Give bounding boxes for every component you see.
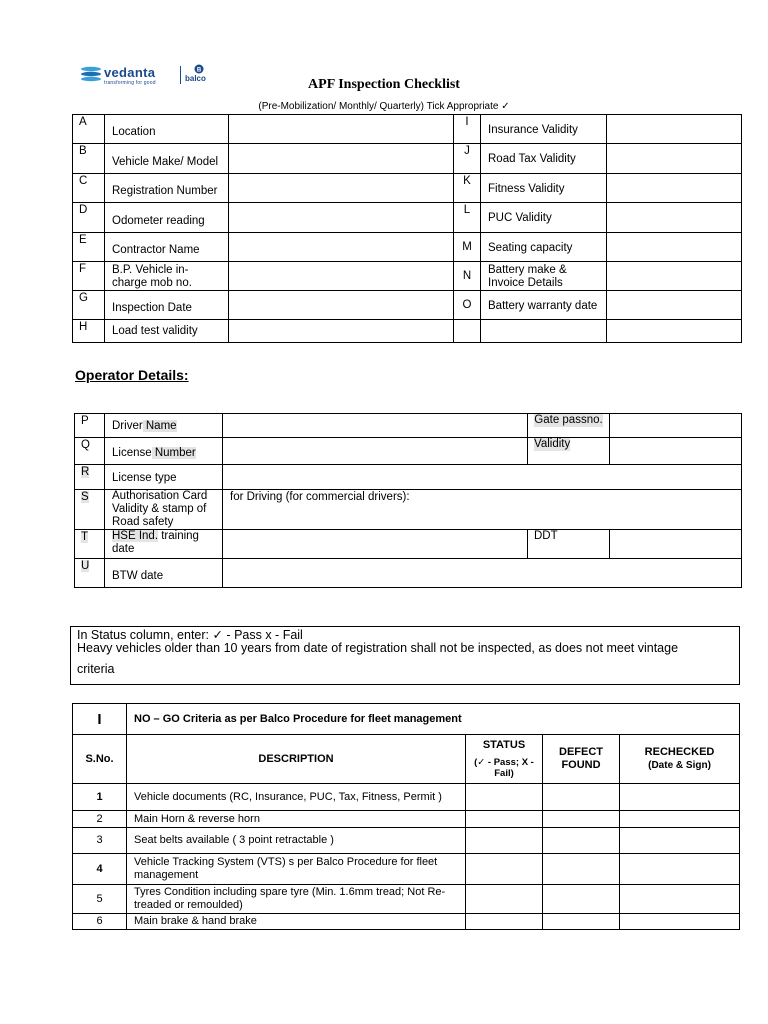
checklist-defect[interactable] (543, 885, 620, 914)
row-label-left (105, 320, 229, 343)
checklist-description: Tyres Condition including spare tyre (Min. 1.6mm tread; Not Re-treaded or remoulded) (127, 885, 466, 914)
operator-details-heading: Operator Details: (75, 367, 189, 383)
operator-value[interactable] (223, 438, 528, 465)
balco-logo-icon (192, 64, 206, 74)
row-label-right-text: Road Tax Validity (488, 153, 576, 165)
operator-details-table (74, 413, 742, 588)
operator-letter-text: T (81, 531, 89, 543)
operator-right-label (528, 438, 610, 465)
row-letter-left: D (73, 203, 105, 233)
checklist-rechecked[interactable] (620, 914, 740, 930)
row-label-left-text: Load test validity (112, 325, 198, 337)
operator-label-line (112, 570, 222, 583)
operator-value[interactable] (223, 559, 742, 588)
row-letter-left: G (73, 291, 105, 320)
logo-partner: balco (185, 74, 206, 83)
row-letter-right: J (454, 144, 481, 174)
row-letter-left: B (73, 144, 105, 174)
checklist-description: Main Horn & reverse horn (127, 811, 466, 828)
row-value-left[interactable] (229, 233, 454, 262)
row-label-right-text: Seating capacity (488, 241, 573, 254)
header-status-sub: (✓ - Pass; X - Fail) (474, 757, 534, 779)
vehicle-row (73, 174, 742, 203)
row-label-left (105, 115, 229, 144)
row-value-right[interactable] (607, 233, 742, 262)
operator-label-line (112, 490, 222, 503)
row-label-right (481, 262, 607, 291)
row-value-right[interactable] (607, 320, 742, 343)
checklist-status[interactable] (466, 854, 543, 885)
operator-label-text-b: Number (151, 447, 196, 459)
checklist-row (73, 784, 740, 811)
operator-value[interactable] (223, 465, 742, 490)
operator-label (105, 530, 223, 559)
checklist-status[interactable] (466, 914, 543, 930)
note-line-3: criteria (77, 662, 115, 676)
row-label-left-text: B.P. Vehicle in- (112, 264, 189, 276)
row-label-left-text: Contractor Name (112, 244, 200, 256)
checklist-row (73, 885, 740, 914)
row-value-left[interactable] (229, 115, 454, 144)
operator-label-text-b: training (158, 530, 199, 542)
row-label-right (481, 144, 607, 174)
operator-letter (75, 530, 105, 559)
header-rechecked-sub: (Date & Sign) (648, 760, 711, 771)
operator-right-label-text2: no. (586, 414, 603, 426)
vehicle-details-table (72, 114, 742, 343)
checklist-description: Seat belts available ( 3 point retractable ) (127, 828, 466, 854)
operator-letter (75, 438, 105, 465)
operator-letter (75, 414, 105, 438)
row-letter-left: C (73, 174, 105, 203)
row-label-right (481, 320, 607, 343)
row-value-left[interactable] (229, 203, 454, 233)
logo-tagline: transforming for good (104, 80, 156, 86)
checklist-defect[interactable] (543, 828, 620, 854)
checklist-rechecked[interactable] (620, 885, 740, 914)
operator-row (75, 465, 742, 490)
operator-label-line (112, 420, 222, 433)
vehicle-row (73, 233, 742, 262)
checklist-sno: 6 (73, 914, 127, 930)
checklist-description: Vehicle documents (RC, Insurance, PUC, Tax, Fitness, Permit ) (127, 784, 466, 811)
row-label-left (105, 174, 229, 203)
row-letter-right: L (454, 203, 481, 233)
row-letter-left: A (73, 115, 105, 144)
operator-label-text: HSE Ind. (112, 530, 159, 542)
operator-letter (75, 465, 105, 490)
checklist-status[interactable] (466, 811, 543, 828)
row-value-left[interactable] (229, 320, 454, 343)
checklist-sno: 3 (73, 828, 127, 854)
operator-row (75, 490, 742, 530)
checklist-defect[interactable] (543, 811, 620, 828)
row-value-right[interactable] (607, 115, 742, 144)
operator-label (105, 414, 223, 438)
row-label-right (481, 115, 607, 144)
checklist-status[interactable] (466, 885, 543, 914)
vehicle-row (73, 320, 742, 343)
operator-label-text: License type (112, 472, 177, 484)
operator-row (75, 438, 742, 465)
status-note-box (70, 626, 740, 685)
operator-right-label-text: Gate pass (534, 414, 587, 426)
row-letter-right: I (454, 115, 481, 144)
row-value-left[interactable] (229, 174, 454, 203)
row-label-left (105, 291, 229, 320)
operator-letter (75, 490, 105, 530)
note-line-2: Heavy vehicles older than 10 years from date of registration shall not be inspected, as does not meet vintage (77, 641, 679, 655)
operator-row (75, 530, 742, 559)
vehicle-row (73, 291, 742, 320)
header-description: DESCRIPTION (127, 735, 466, 784)
operator-right-value[interactable] (610, 414, 742, 438)
header-status (466, 735, 543, 784)
row-value-left[interactable] (229, 262, 454, 291)
operator-label-text: Driver (112, 420, 143, 432)
operator-value-text: for Driving (for commercial drivers): (230, 491, 410, 503)
operator-label-line2: date (112, 543, 135, 555)
operator-label-line (112, 530, 222, 543)
row-value-left[interactable] (229, 144, 454, 174)
operator-value[interactable] (223, 490, 742, 530)
vehicle-row (73, 144, 742, 174)
operator-row (75, 559, 742, 588)
operator-label (105, 559, 223, 588)
row-value-left[interactable] (229, 291, 454, 320)
row-value-right[interactable] (607, 262, 742, 291)
operator-label-text-b: Name (142, 420, 177, 432)
section-number: I (73, 704, 127, 735)
operator-letter-text: R (81, 466, 90, 478)
operator-label (105, 490, 223, 530)
operator-value[interactable] (223, 530, 528, 559)
row-letter-left: E (73, 233, 105, 262)
checklist-defect[interactable] (543, 784, 620, 811)
checklist-row (73, 828, 740, 854)
checklist-sno: 4 (73, 854, 127, 885)
vehicle-row (73, 115, 742, 144)
row-label-left-text2: charge mob no. (112, 277, 192, 289)
row-label-right (481, 203, 607, 233)
row-letter-left: H (73, 320, 105, 343)
row-label-left-text: Inspection Date (112, 302, 192, 314)
operator-label-line (112, 472, 222, 485)
page-title: APF Inspection Checklist (308, 77, 460, 92)
operator-row (75, 414, 742, 438)
operator-label-text: BTW date (112, 570, 164, 582)
row-value-right[interactable] (607, 174, 742, 203)
operator-label-text: Authorisation Card (112, 490, 208, 502)
section-title: NO – GO Criteria as per Balco Procedure for fleet management (127, 704, 740, 735)
row-label-right (481, 233, 607, 262)
header-defect: DEFECT FOUND (543, 735, 620, 784)
checklist-defect[interactable] (543, 854, 620, 885)
operator-right-label-text: Validity (534, 438, 571, 450)
checklist-status[interactable] (466, 828, 543, 854)
checklist-row (73, 854, 740, 885)
checklist-sno: 2 (73, 811, 127, 828)
page-subtitle: (Pre-Mobilization/ Monthly/ Quarterly) Tick Appropriate ✓ (258, 101, 510, 112)
nogo-criteria-table (72, 703, 740, 930)
operator-letter-text: S (81, 491, 89, 503)
checklist-defect[interactable] (543, 914, 620, 930)
row-label-right-text: Insurance Validity (488, 123, 578, 136)
operator-right-value[interactable] (610, 438, 742, 465)
checklist-rechecked[interactable] (620, 828, 740, 854)
row-label-right-text: Battery make & (488, 264, 567, 276)
vehicle-row (73, 262, 742, 291)
operator-label (105, 438, 223, 465)
operator-value[interactable] (223, 414, 528, 438)
row-label-left-text: Location (112, 126, 156, 138)
note-line-1: In Status column, enter: ✓ - Pass x - Fail (77, 628, 303, 642)
row-label-left (105, 203, 229, 233)
header-rechecked (620, 735, 740, 784)
operator-label-line (112, 447, 222, 460)
row-letter-right: M (454, 233, 481, 262)
row-letter-left: F (73, 262, 105, 291)
row-label-left-text: Odometer reading (112, 215, 205, 227)
checklist-rechecked[interactable] (620, 784, 740, 811)
row-value-right[interactable] (607, 291, 742, 320)
operator-right-label-text: DDT (534, 530, 558, 542)
operator-label (105, 465, 223, 490)
checklist-row (73, 914, 740, 930)
operator-right-label (528, 530, 610, 559)
operator-letter (75, 559, 105, 588)
operator-letter-text: U (81, 560, 90, 572)
row-label-right (481, 291, 607, 320)
row-label-left (105, 144, 229, 174)
checklist-sno: 5 (73, 885, 127, 914)
operator-label-line3: Road safety (112, 516, 174, 528)
checklist-status[interactable] (466, 784, 543, 811)
row-label-left-text: Vehicle Make/ Model (112, 156, 219, 168)
row-label-right-text: PUC Validity (488, 212, 552, 224)
row-value-right[interactable] (607, 144, 742, 174)
row-label-left-text: Registration Number (112, 185, 218, 197)
row-label-right-text2: Invoice Details (488, 277, 563, 289)
header-sno: S.No. (73, 735, 127, 784)
operator-right-label (528, 414, 610, 438)
row-value-right[interactable] (607, 203, 742, 233)
operator-right-value[interactable] (610, 530, 742, 559)
svg-text:B: B (196, 67, 202, 74)
checklist-rechecked[interactable] (620, 854, 740, 885)
header-status-label: STATUS (482, 739, 526, 751)
row-label-right-text: Battery warranty date (488, 299, 598, 312)
operator-label-text: License (112, 447, 152, 459)
header-rechecked-label: RECHECKED (644, 746, 715, 758)
checklist-sno: 1 (73, 784, 127, 811)
row-letter-right: N (454, 262, 481, 291)
row-label-left (105, 233, 229, 262)
row-label-right-text: Fitness Validity (488, 182, 565, 195)
row-label-right (481, 174, 607, 203)
checklist-description: Main brake & hand brake (127, 914, 466, 930)
vehicle-row (73, 203, 742, 233)
logo-text: vedanta (104, 65, 156, 80)
operator-label-line2: Validity & stamp of (112, 503, 207, 515)
operator-letter-text: Q (81, 439, 90, 451)
checklist-rechecked[interactable] (620, 811, 740, 828)
row-letter-right (454, 320, 481, 343)
checklist-description: Vehicle Tracking System (VTS) s per Balco Procedure for fleet management (127, 854, 466, 885)
operator-letter-text: P (81, 415, 89, 427)
row-letter-right: O (454, 291, 481, 320)
checklist-row (73, 811, 740, 828)
row-letter-right: K (454, 174, 481, 203)
row-label-left (105, 262, 229, 291)
